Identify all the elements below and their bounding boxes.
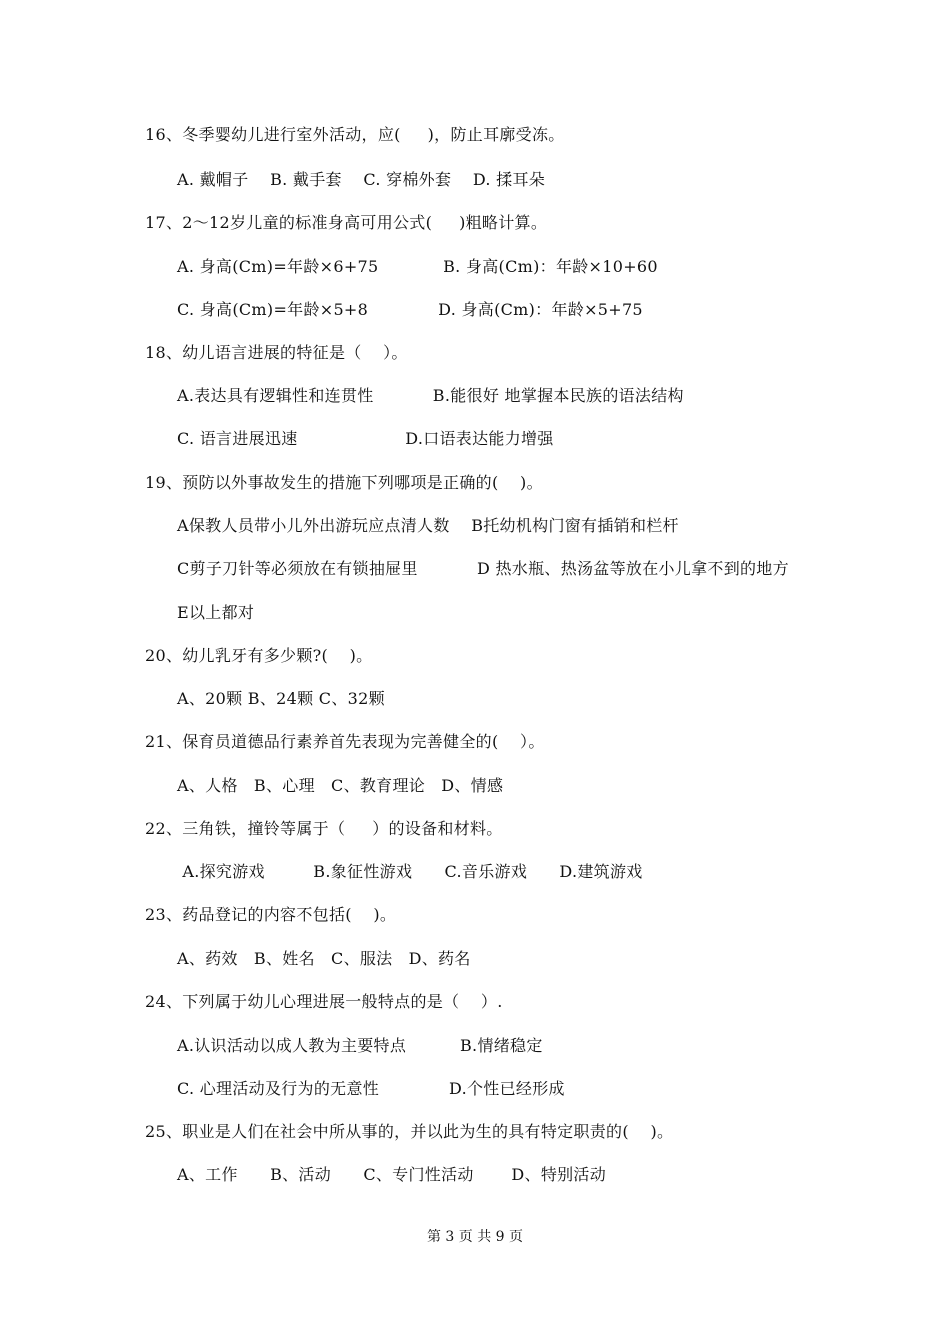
- question-18-options-ab: A.表达具有逻辑性和连贯性 B.能很好 地掌握本民族的语法结构: [177, 386, 684, 405]
- question-17-stem: 17、2～12岁儿童的标准身高可用公式( )粗略计算。: [145, 213, 548, 232]
- question-23-options: A、药效 B、姓名 C、服法 D、药名: [177, 949, 471, 968]
- question-19-option-e: E以上都对: [177, 603, 255, 622]
- question-24-options-cd: C. 心理活动及行为的无意性 D.个性已经形成: [177, 1079, 565, 1098]
- question-22-options: A.探究游戏 B.象征性游戏 C.音乐游戏 D.建筑游戏: [177, 862, 643, 881]
- question-24-stem: 24、下列属于幼儿心理进展一般特点的是（ ）.: [145, 992, 503, 1011]
- page-number: 第 3 页 共 9 页: [426, 1229, 524, 1245]
- question-21-options: A、人格 B、心理 C、教育理论 D、情感: [177, 776, 504, 795]
- question-18-options-cd: C. 语言进展迅速 D.口语表达能力增强: [177, 429, 554, 448]
- question-19-stem: 19、预防以外事故发生的措施下列哪项是正确的( )。: [145, 473, 543, 492]
- question-17-options-ab: A. 身高(Cm)=年龄×6+75 B. 身高(Cm)：年龄×10+60: [177, 257, 658, 276]
- question-19-options-cd: C剪子刀针等必须放在有锁抽屉里 D 热水瓶、热汤盆等放在小儿拿不到的地方: [177, 559, 789, 578]
- question-21-stem: 21、保育员道德品行素养首先表现为完善健全的( ）。: [145, 732, 545, 751]
- question-23-stem: 23、药品登记的内容不包括( )。: [145, 905, 397, 924]
- question-20-stem: 20、幼儿乳牙有多少颗?( )。: [145, 646, 373, 665]
- question-19-options-ab: A保教人员带小儿外出游玩应点清人数 B托幼机构门窗有插销和栏杆: [177, 516, 679, 535]
- question-24-options-ab: A.认识活动以成人教为主要特点 B.情绪稳定: [177, 1036, 543, 1055]
- question-25-stem: 25、职业是人们在社会中所从事的，并以此为生的具有特定职责的( )。: [145, 1122, 674, 1141]
- question-16-stem: 16、冬季婴幼儿进行室外活动，应( )，防止耳廓受冻。: [145, 125, 565, 144]
- question-20-options: A、20颗 B、24颗 C、32颗: [177, 689, 385, 708]
- question-25-options: A、工作 B、活动 C、专门性活动 D、特别活动: [177, 1165, 607, 1184]
- question-18-stem: 18、幼儿语言进展的特征是（ ）。: [145, 343, 408, 362]
- question-22-stem: 22、三角铁，撞铃等属于（ ）的设备和材料。: [145, 819, 503, 838]
- question-16-options: A. 戴帽子 B. 戴手套 C. 穿棉外套 D. 揉耳朵: [177, 170, 546, 189]
- question-17-options-cd: C. 身高(Cm)=年龄×5+8 D. 身高(Cm)：年龄×5+75: [177, 300, 643, 319]
